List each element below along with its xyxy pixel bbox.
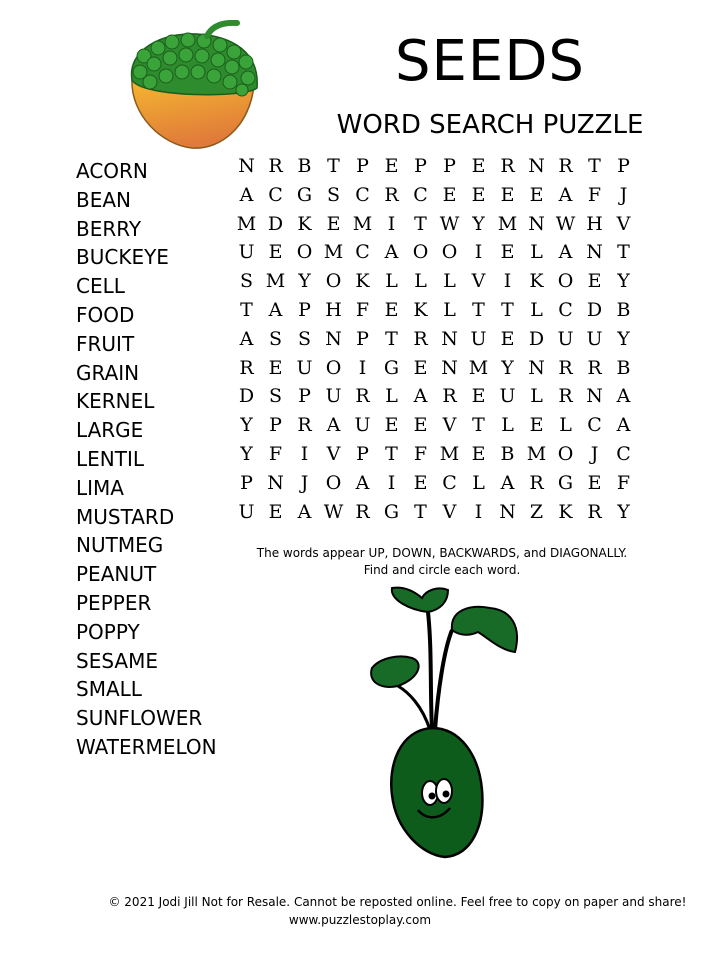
grid-cell[interactable]: I [474,241,483,264]
grid-cell[interactable]: R [529,471,544,494]
website-url: www.puzzlestoplay.com [288,913,432,927]
grid-cell[interactable]: O [412,241,429,264]
grid-cell[interactable]: O [557,270,574,293]
grid-cell[interactable]: R [587,356,602,379]
grid-cell[interactable]: R [558,356,573,379]
grid-cell[interactable]: K [558,500,573,523]
grid-cell[interactable]: Z [529,500,544,523]
grid-cell[interactable]: C [355,183,370,206]
grid-cell[interactable]: A [239,183,254,206]
grid-cell[interactable]: G [383,356,400,379]
word-list-item: FRUIT [76,331,135,356]
grid-cell[interactable]: K [413,298,428,321]
grid-cell[interactable]: P [269,414,282,437]
grid-cell[interactable]: P [356,442,369,465]
grid-cell[interactable]: M [323,241,344,264]
grid-cell[interactable]: O [441,241,458,264]
grid-cell[interactable]: C [355,241,370,264]
grid-cell[interactable]: P [414,155,427,177]
grid-cell[interactable]: E [268,500,283,523]
word-list-item: BUCKEYE [76,245,169,270]
grid-cell[interactable]: T [472,298,485,321]
page-title: SEEDS [395,29,585,94]
grid-cell[interactable]: A [616,414,631,437]
letter-grid [232,152,638,526]
grid-cell[interactable]: C [558,298,573,321]
grid-cell[interactable]: A [239,327,254,350]
grid-cell[interactable]: R [413,327,428,350]
grid-cell[interactable]: A [384,241,399,264]
grid-cell[interactable]: U [499,385,516,408]
grid-cell[interactable]: E [587,471,602,494]
grid-cell[interactable]: Y [472,212,485,235]
grid-cell[interactable]: N [586,241,603,264]
grid-cell[interactable]: B [616,356,631,379]
grid-cell[interactable]: E [471,385,486,408]
grid-cell[interactable]: N [586,385,603,408]
grid-cell[interactable]: A [616,385,631,408]
grid-cell[interactable]: U [354,414,371,437]
grid-cell[interactable]: C [587,414,602,437]
word-list-item: LENTIL [76,446,144,471]
word-list-item: PEANUT [76,562,157,587]
grid-cell[interactable]: E [529,414,544,437]
grid-cell[interactable]: A [326,414,341,437]
grid-cell[interactable]: E [471,183,486,206]
grid-cell[interactable]: E [413,356,428,379]
grid-cell[interactable]: S [239,270,254,293]
grid-cell[interactable]: N [267,471,284,494]
grid-cell[interactable]: L [530,385,543,408]
grid-cell[interactable]: J [590,442,599,465]
grid-cell[interactable]: T [472,414,485,437]
word-list-item: WATERMELON [76,734,217,759]
word-list-item: BERRY [76,216,142,241]
grid-cell[interactable]: S [268,385,283,408]
grid-cell[interactable]: E [326,212,341,235]
grid-cell[interactable]: E [529,183,544,206]
grid-cell[interactable]: R [558,385,573,408]
word-list-item: SUNFLOWER [76,706,203,731]
grid-cell[interactable]: M [468,356,489,379]
grid-cell[interactable]: Y [617,270,630,293]
grid-cell[interactable]: W [323,500,344,523]
grid-cell[interactable]: B [500,442,515,465]
grid-cell[interactable]: O [557,442,574,465]
grid-cell[interactable]: A [558,183,573,206]
grid-cell[interactable]: L [530,241,543,264]
grid-cell[interactable]: R [297,414,312,437]
grid-cell[interactable]: E [500,241,515,264]
grid-cell[interactable]: C [268,183,283,206]
grid-cell[interactable]: T [414,212,427,235]
grid-cell[interactable]: S [326,183,341,206]
grid-cell[interactable]: W [439,212,460,235]
grid-cell[interactable]: I [387,212,396,235]
instructions [232,545,652,579]
seedling-icon [360,580,535,865]
acorn-icon [122,20,267,155]
grid-cell[interactable]: L [443,298,456,321]
grid-cell[interactable]: S [297,327,312,350]
grid-cell[interactable]: F [616,471,631,494]
grid-cell[interactable]: U [586,327,603,350]
grid-cell[interactable]: R [239,356,254,379]
grid-cell[interactable]: C [413,183,428,206]
grid-cell[interactable]: I [474,500,483,523]
grid-cell[interactable]: U [557,327,574,350]
grid-cell[interactable]: P [298,298,311,321]
grid-cell[interactable]: D [586,298,603,321]
grid-cell[interactable]: Y [617,327,630,350]
grid-cell[interactable]: V [471,270,486,293]
word-list-item: NUTMEG [76,533,164,558]
grid-cell[interactable]: T [385,327,398,350]
grid-cell[interactable]: U [470,327,487,350]
grid-cell[interactable]: F [413,442,428,465]
grid-cell[interactable]: B [297,155,312,177]
grid-cell[interactable]: R [558,155,573,177]
grid-cell[interactable]: P [443,155,456,177]
grid-cell[interactable]: M [352,212,373,235]
grid-cell[interactable]: R [355,500,370,523]
grid-cell[interactable]: E [384,298,399,321]
word-list-item: LIMA [76,475,124,500]
word-list-item: KERNEL [76,389,155,414]
word-list-item: PEPPER [76,590,152,615]
grid-cell[interactable]: V [616,212,631,235]
grid-cell[interactable]: N [528,356,545,379]
grid-cell[interactable]: T [617,241,630,264]
grid-cell[interactable]: O [325,270,342,293]
grid-cell[interactable]: M [236,212,257,235]
grid-cell[interactable]: A [500,471,515,494]
word-list [76,157,217,762]
grid-cell[interactable]: E [413,414,428,437]
grid-cell[interactable]: E [384,155,399,177]
footer [0,893,720,929]
grid-cell[interactable]: E [587,270,602,293]
copyright-notice: © 2021 Jodi Jill Not for Resale. Cannot be reposted online. Feel free to copy on paper and share! [108,895,687,909]
grid-cell[interactable]: H [586,212,603,235]
grid-cell[interactable]: I [300,442,309,465]
grid-cell[interactable]: D [528,327,545,350]
grid-cell[interactable]: O [296,241,313,264]
grid-cell[interactable]: D [267,212,284,235]
grid-cell[interactable]: R [268,155,283,177]
grid-cell[interactable]: J [300,471,309,494]
grid-cell[interactable]: T [588,155,601,177]
grid-cell[interactable]: U [296,356,313,379]
grid-cell[interactable]: T [240,298,253,321]
grid-cell[interactable]: N [238,155,255,177]
grid-cell[interactable]: E [471,442,486,465]
grid-cell[interactable]: M [265,270,286,293]
grid-cell[interactable]: N [528,155,545,177]
grid-cell[interactable]: K [529,270,544,293]
grid-cell[interactable]: E [500,183,515,206]
grid-cell[interactable]: F [587,183,602,206]
grid-cell[interactable]: I [358,356,367,379]
word-list-item: SMALL [76,677,142,702]
grid-cell[interactable]: Y [617,500,630,523]
grid-cell[interactable]: L [501,414,514,437]
grid-cell[interactable]: V [442,414,457,437]
grid-cell[interactable]: N [325,327,342,350]
grid-cell[interactable]: F [355,298,370,321]
grid-cell[interactable]: E [268,356,283,379]
grid-cell[interactable]: E [268,241,283,264]
word-list-item: LARGE [76,418,144,443]
grid-cell[interactable]: G [296,183,313,206]
word-list-item: GRAIN [76,360,140,385]
grid-cell[interactable]: W [555,212,576,235]
grid-cell[interactable]: L [530,298,543,321]
grid-cell[interactable]: A [268,298,283,321]
grid-cell[interactable]: R [500,155,515,177]
grid-cell[interactable]: J [619,183,628,206]
grid-cell[interactable]: T [414,500,427,523]
grid-cell[interactable]: B [616,298,631,321]
grid-cell[interactable]: N [499,500,516,523]
grid-cell[interactable]: T [385,442,398,465]
grid-cell[interactable]: Y [240,442,253,465]
grid-cell[interactable]: T [501,298,514,321]
instructions-line-1: The words appear UP, DOWN, BACKWARDS, and DIAGONALLY. [256,546,628,560]
grid-cell[interactable]: O [325,471,342,494]
grid-cell[interactable]: P [240,471,253,494]
grid-cell[interactable]: K [297,212,312,235]
instructions-line-2: Find and circle each word. [363,563,521,577]
grid-cell[interactable]: H [325,298,342,321]
grid-cell[interactable]: L [443,270,456,293]
grid-cell[interactable]: L [385,270,398,293]
grid-cell[interactable]: C [616,442,631,465]
word-list-item: SESAME [76,648,158,673]
grid-cell[interactable]: M [526,442,547,465]
grid-cell[interactable]: E [500,327,515,350]
grid-cell[interactable]: P [356,155,369,177]
grid-cell[interactable]: U [325,385,342,408]
grid-cell[interactable]: U [238,241,255,264]
grid-cell[interactable]: Y [501,356,514,379]
grid-cell[interactable]: R [587,500,602,523]
word-list-item: ACORN [76,159,148,183]
grid-cell[interactable]: A [297,500,312,523]
grid-cell[interactable]: D [238,385,255,408]
grid-cell[interactable]: U [238,500,255,523]
grid-cell[interactable]: N [441,327,458,350]
grid-cell[interactable]: P [617,155,630,177]
grid-cell[interactable]: A [413,385,428,408]
grid-cell[interactable]: L [385,385,398,408]
grid-cell[interactable]: P [298,385,311,408]
grid-cell[interactable]: E [442,183,457,206]
grid-cell[interactable]: I [503,270,512,293]
word-list-item: BEAN [76,187,131,212]
word-list-item: FOOD [76,302,135,327]
grid-cell[interactable]: A [355,471,370,494]
grid-cell[interactable]: M [439,442,460,465]
grid-cell[interactable]: V [326,442,341,465]
grid-cell[interactable]: Y [298,270,311,293]
grid-cell[interactable]: P [356,327,369,350]
grid-cell[interactable]: N [441,356,458,379]
grid-cell[interactable]: A [558,241,573,264]
grid-cell[interactable]: T [327,155,340,177]
grid-cell[interactable]: S [268,327,283,350]
grid-cell[interactable]: C [442,471,457,494]
grid-cell[interactable]: L [414,270,427,293]
grid-cell[interactable]: G [557,471,574,494]
grid-cell[interactable]: F [268,442,283,465]
grid-cell[interactable]: N [528,212,545,235]
grid-cell[interactable]: Y [240,414,253,437]
grid-cell[interactable]: R [384,183,399,206]
grid-cell[interactable]: R [355,385,370,408]
word-list-item: CELL [76,274,125,299]
grid-cell[interactable]: K [355,270,370,293]
grid-cell[interactable]: E [413,471,428,494]
word-list-item: MUSTARD [76,504,175,529]
page-subtitle: WORD SEARCH PUZZLE [336,110,644,140]
grid-cell[interactable]: E [384,414,399,437]
grid-cell[interactable]: V [442,500,457,523]
grid-cell[interactable]: O [325,356,342,379]
grid-cell[interactable]: I [387,471,396,494]
grid-cell[interactable]: E [471,155,486,177]
grid-cell[interactable]: R [442,385,457,408]
word-list-item: POPPY [76,619,140,644]
grid-cell[interactable]: G [383,500,400,523]
grid-cell[interactable]: L [559,414,572,437]
grid-cell[interactable]: L [472,471,485,494]
grid-cell[interactable]: M [497,212,518,235]
